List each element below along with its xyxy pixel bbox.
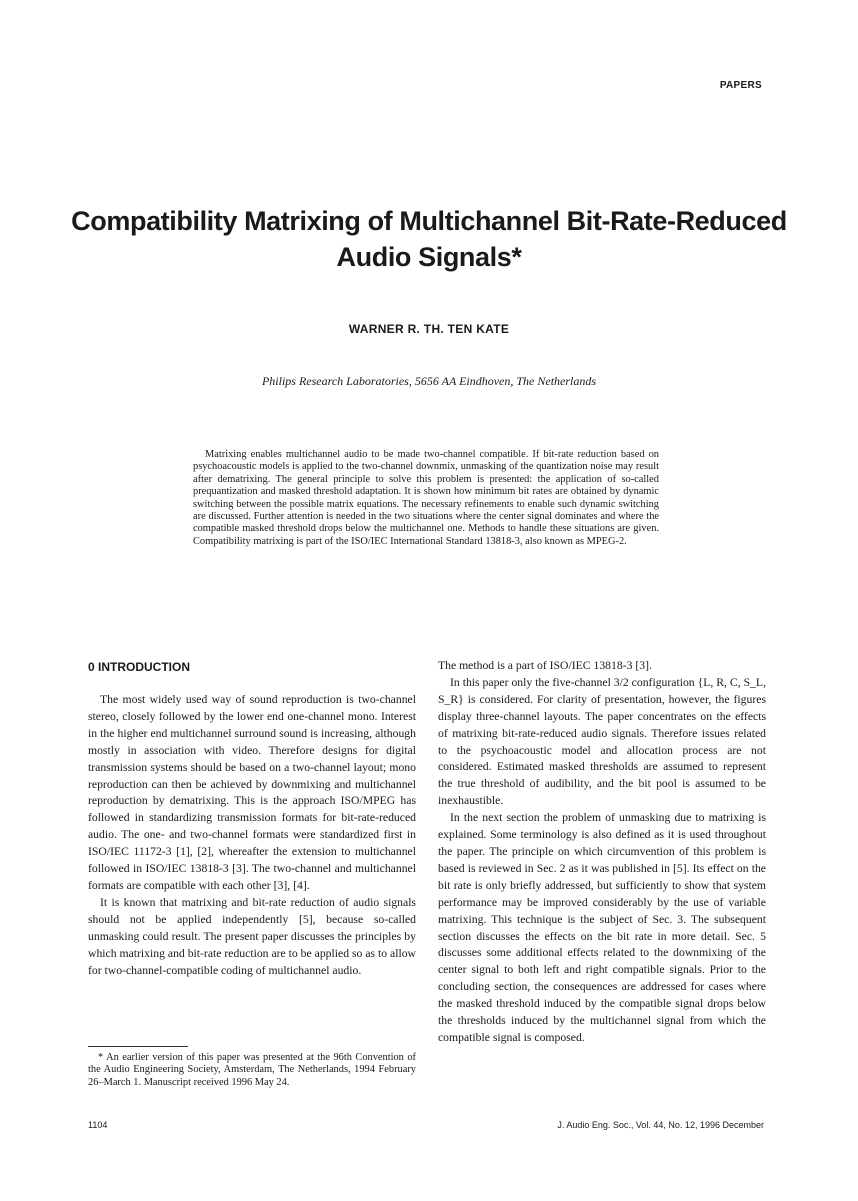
body-paragraph: The method is a part of ISO/IEC 13818-3 [3]. [438,659,652,672]
section-heading-introduction: 0 INTRODUCTION [88,660,190,674]
body-paragraph: In this paper only the five-channel 3/2 configuration {L, R, C, S_L, S_R} is considered. For clarity of presentation, however, the figures display three-channel layouts. The paper concentrates on the effects of matrixing bit-rate-reduced audio signals. Therefore issues related to the psychoacoustic model and allocation process are not considered. Estimated masked thresholds are assumed to represent the true threshold of audibility, and the bit pool is assumed to be inexhaustible. [438,675,766,808]
body-paragraph: It is known that matrixing and bit-rate reduction of audio signals should not be applied independently [5], because so-called unmasking could result. The present paper discusses the principles by which matrixing and bit-rate reduction are to be applied so as to allow for two-channel-compatible coding of multichannel audio. [88,895,416,977]
body-paragraph: In the next section the problem of unmasking due to matrixing is explained. Some terminology is also defined as it is used throughout the paper. The principle on which circumvention of this problem is based is reviewed in Sec. 2 as it was published in [5]. Its effect on the bit rate is only briefly addressed, but sufficiently to show that system performance may be improved considerably by the use of variable matrixing. This technique is the subject of Sec. 3. The subsequent section discusses the effects on the bit rate in more detail. Sec. 5 discusses some additional effects related to the downmixing of the center signal to both left and right compatible signals. Prior to the concluding section, the consequences are addressed for cases where the masked threshold induced by the compatible signal drops below the thresholds induced by the multichannel signal from which the compatible signal is composed. [438,811,766,1044]
footnote: * An earlier version of this paper was presented at the 96th Convention of the Audio Engineering Society, Amsterdam, The Netherlands, 1994 February 26–March 1. Manuscript received 1996 May 24. [88,1052,416,1088]
section-tag: PAPERS [719,80,762,91]
article-title: Compatibility Matrixing of Multichannel Bit-Rate-Reduced Audio Signals* [71,206,787,272]
right-column [438,658,766,1047]
journal-reference: J. Audio Eng. Soc., Vol. 44, No. 12, 1996 December [557,1120,764,1130]
author-affiliation: Philips Research Laboratories, 5656 AA Eindhoven, The Netherlands [261,374,597,388]
footnote-divider [88,1046,188,1047]
abstract: Matrixing enables multichannel audio to be made two-channel compatible. If bit-rate reduction based on psychoacoustic models is applied to the two-channel downmix, unmasking of the quantization noise may result after dematrixing. The general principle to solve this problem is presented: the application of so-called prequantization and masked threshold adaptation. It is shown how minimum bit rates are obtained by dynamic switching between the possible matrix equations. The necessary refinements to enable such dynamic switching are discussed. Further attention is needed in the two situations where the center signal dominates and where the compatible masked threshold drops below the multichannel one. Methods to handle these situations are given. Compatibility matrixing is part of the ISO/IEC International Standard 13818-3, also known as MPEG-2. [193,449,659,547]
page-number: 1104 [88,1120,108,1130]
left-column [88,658,416,979]
body-paragraph: The most widely used way of sound reproduction is two-channel stereo, closely followed by the lower end one-channel mono. Interest in the higher end multichannel surround sound is increasing, although mostly in association with video. Therefore designs for digital transmission systems should be based on a two-channel layout; mono reproduction can then be achieved by downmixing and multichannel reproduction by dematrixing. This is the approach ISO/MPEG has followed in standardizing transmission formats for bit-rate-reduced audio. The one- and two-channel formats were standardized first in ISO/IEC 11172-3 [1], [2], whereafter the extension to multichannel followed in ISO/IEC 13818-3 [3]. The two-channel and multichannel formats are compatible with each other [3], [4]. [88,693,416,892]
author-name: WARNER R. TH. TEN KATE [348,322,510,336]
